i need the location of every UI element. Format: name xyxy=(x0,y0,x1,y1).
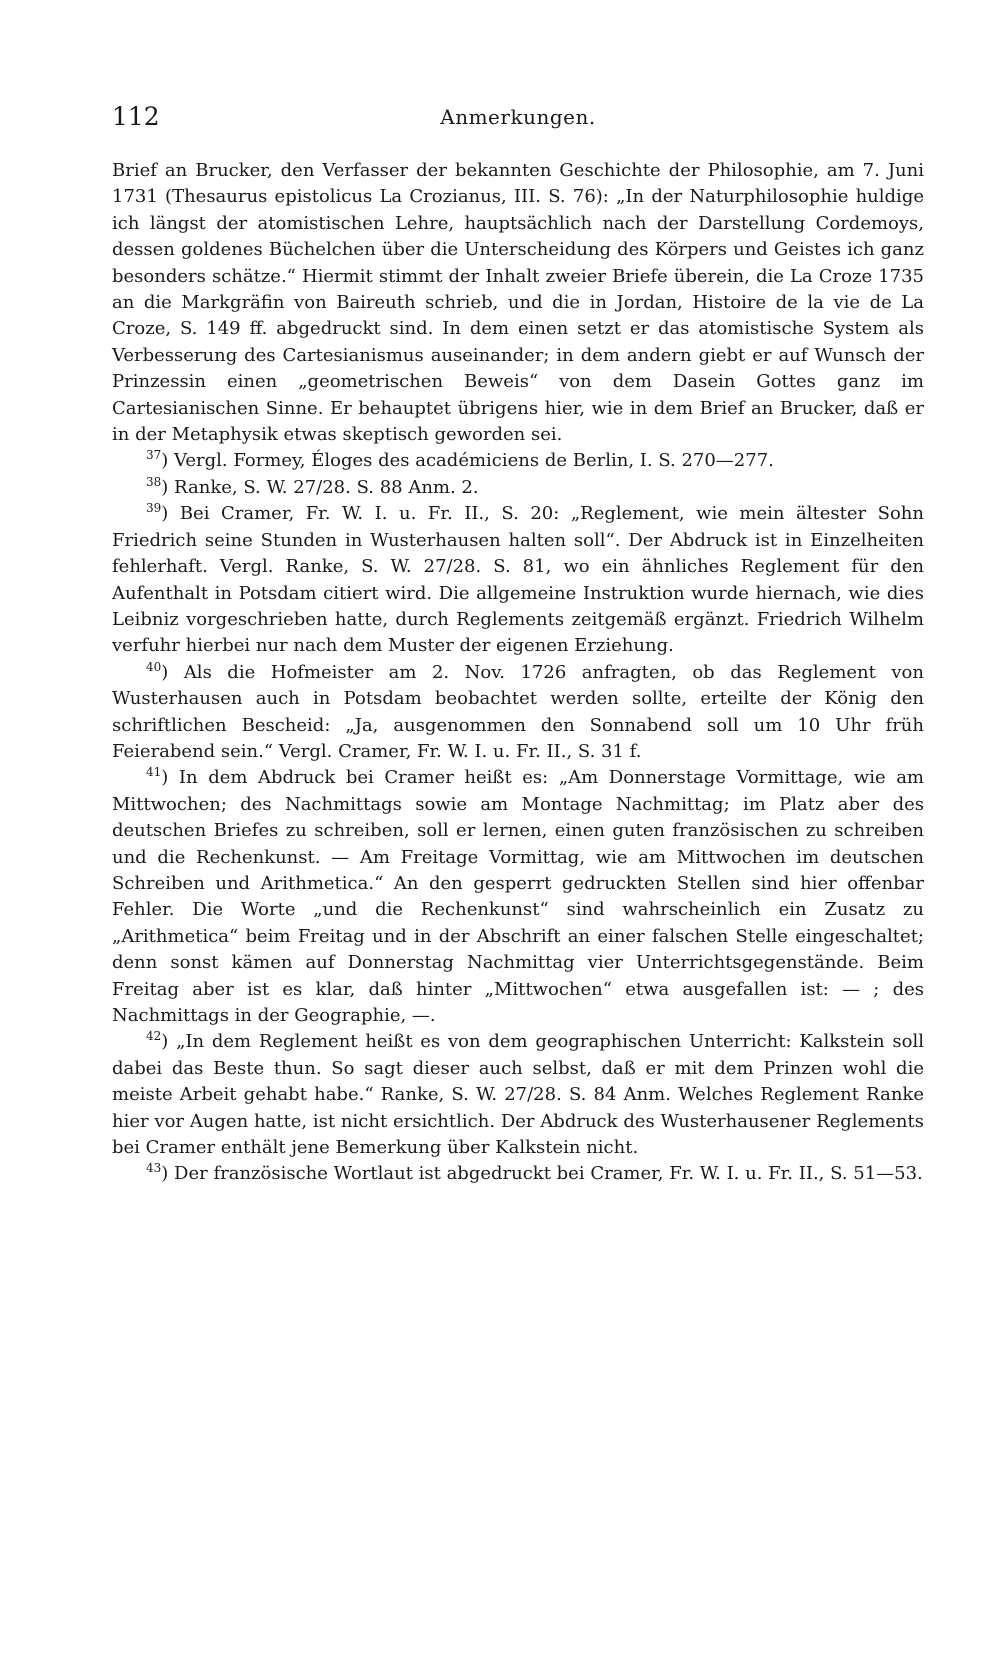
footnote-text: „In dem Reglement heißt es von dem geographischen Unterricht: Kalkstein soll dabei das Beste thun. So sagt dieser auch selbst, daß er mit dem Prinzen wohl die meiste Arbeit gehabt habe.“ Ranke, S. W. 27/28. S. 84 Anm. Welches Reglement Ranke hier vor Augen hatte, ist nicht ersichtlich. Der Abdruck des Wusterhausener Reglements bei Cramer enthält jene Bemerkung über Kalkstein nicht. xyxy=(112,1031,924,1159)
footnote-number: 37 xyxy=(146,448,162,463)
footnote-43: $^{43}$) Der französische Wortlaut ist abgedruckt bei Cramer, Fr. W. I. u. Fr. II., S. 51—53. xyxy=(146,1161,923,1185)
footnote-text: Vergl. Formey, Éloges des académiciens de Berlin, I. S. 270—277. xyxy=(174,450,774,472)
footnote-37: $^{37}$) Vergl. Formey, Éloges des académiciens de Berlin, I. S. 270—277. xyxy=(146,448,774,472)
footnote-number: 38 xyxy=(146,474,162,489)
footnote-text: Der französische Wortlaut ist abgedruckt bei Cramer, Fr. W. I. u. Fr. II., S. 51—53. xyxy=(174,1163,923,1185)
running-head: Anmerkungen. xyxy=(440,105,596,129)
page-header xyxy=(112,100,924,134)
footnote-41: $^{41}$) In dem Abdruck bei Cramer heißt es: „Am Donnerstage Vormittage, wie am Mittwochen; des Nachmittags sowie am Montage Nachmittag; im Platz aber des deutschen Briefes zu schreiben, soll er lernen, einen guten französischen zu schreiben und die Rechenkunst. — Am Freitage Vormittag, wie am Mittwochen im deutschen Schreiben und Arithmetica.“ An den gesperrt gedruckten Stellen sind hier offenbar Fehler. Die Worte „und die Rechenkunst“ sind wahrscheinlich ein Zusatz zu „Arithmetica“ beim Freitag und in der Abschrift an einer falschen Stelle eingeschaltet; denn sonst kämen auf Donnerstag Nachmittag vier Unterrichtsgegenstände. Beim Freitag aber ist es klar, daß hinter „Mittwochen“ etwa ausgefallen ist: — ; des Nachmittags in der Geographie, —. xyxy=(112,765,924,1026)
page-number: 112 xyxy=(112,102,160,131)
footnote-text: Bei Cramer, Fr. W. I. u. Fr. II., S. 20: „Reglement, wie mein ältester Sohn Friedrich seine Stunden in Wusterhausen halten soll“. Der Abdruck ist in Einzelheiten fehlerhaft. Vergl. Ranke, S. W. 27/28. S. 81, wo ein ähnliches Reglement für den Aufenthalt in Potsdam citiert wird. Die allgemeine Instruktion wurde hiernach, wie dies Leibniz vorgeschrieben hatte, durch Reglements zeitgemäß ergänzt. Friedrich Wilhelm verfuhr hierbei nur nach dem Muster der eigenen Erziehung. xyxy=(112,503,924,657)
footnote-text: Als die Hofmeister am 2. Nov. 1726 anfragten, ob das Reglement von Wusterhausen auch in Potsdam beobachtet werden sollte, erteilte der König den schriftlichen Bescheid: „Ja, ausgenommen den Sonnabend soll um 10 Uhr früh Feierabend sein.“ Vergl. Cramer, Fr. W. I. u. Fr. II., S. 31 f. xyxy=(112,661,924,762)
footnote-number: 39 xyxy=(146,501,162,516)
footnote-number: 40 xyxy=(146,659,162,674)
footnote-40: $^{40}$) Als die Hofmeister am 2. Nov. 1726 anfragten, ob das Reglement von Wusterhausen auch in Potsdam beobachtet werden sollte, erteilte der König den schriftlichen Bescheid: „Ja, ausgenommen den Sonnabend soll um 10 Uhr früh Feierabend sein.“ Vergl. Cramer, Fr. W. I. u. Fr. II., S. 31 f. xyxy=(112,659,924,762)
footnote-number: 42 xyxy=(146,1029,162,1044)
footnote-38: $^{38}$) Ranke, S. W. 27/28. S. 88 Anm. 2. xyxy=(146,474,479,498)
footnote-number: 43 xyxy=(146,1161,162,1176)
page-body xyxy=(112,158,924,1188)
footnote-42: $^{42}$) „In dem Reglement heißt es von dem geographischen Unterricht: Kalkstein soll dabei das Beste thun. So sagt dieser auch selbst, daß er mit dem Prinzen wohl die meiste Arbeit gehabt habe.“ Ranke, S. W. 27/28. S. 84 Anm. Welches Reglement Ranke hier vor Augen hatte, ist nicht ersichtlich. Der Abdruck des Wusterhausener Reglements bei Cramer enthält jene Bemerkung über Kalkstein nicht. xyxy=(112,1029,924,1159)
continuation-paragraph: Brief an Brucker, den Verfasser der bekannten Geschichte der Philosophie, am 7. Juni 1731 (Thesaurus epistolicus La Crozianus, III. S. 76): „In der Naturphilosophie huldige ich längst der atomistischen Lehre, hauptsächlich nach der Darstellung Cordemoys, dessen goldenes Büchelchen über die Unterscheidung des Körpers und Geistes ich ganz besonders schätze.“ Hiermit stimmt der Inhalt zweier Briefe überein, die La Croze 1735 an die Markgräfin von Baireuth schrieb, und die in Jordan, Histoire de la vie de La Croze, S. 149 ff. abgedruckt sind. In dem einen setzt er das atomistische System als Verbesserung des Cartesianismus auseinander; in dem andern giebt er auf Wunsch der Prinzessin einen „geometrischen Beweis“ von dem Dasein Gottes ganz im Cartesianischen Sinne. Er behauptet übrigens hier, wie in dem Brief an Brucker, daß er in der Metaphysik etwas skeptisch geworden sei. xyxy=(112,160,924,446)
footnote-39: $^{39}$) Bei Cramer, Fr. W. I. u. Fr. II., S. 20: „Reglement, wie mein ältester Sohn Friedrich seine Stunden in Wusterhausen halten soll“. Der Abdruck ist in Einzelheiten fehlerhaft. Vergl. Ranke, S. W. 27/28. S. 81, wo ein ähnliches Reglement für den Aufenthalt in Potsdam citiert wird. Die allgemeine Instruktion wurde hiernach, wie dies Leibniz vorgeschrieben hatte, durch Reglements zeitgemäß ergänzt. Friedrich Wilhelm verfuhr hierbei nur nach dem Muster der eigenen Erziehung. xyxy=(112,501,924,657)
footnote-text: Ranke, S. W. 27/28. S. 88 Anm. 2. xyxy=(174,476,479,498)
footnote-number: 41 xyxy=(146,765,162,780)
footnote-text: In dem Abdruck bei Cramer heißt es: „Am Donnerstage Vormittage, wie am Mittwochen; des Nachmittags sowie am Montage Nachmittag; im Platz aber des deutschen Briefes zu schreiben, soll er lernen, einen guten französischen zu schreiben und die Rechenkunst. — Am Freitage Vormittag, wie am Mittwochen im deutschen Schreiben und Arithmetica.“ An den gesperrt gedruckten Stellen sind hier offenbar Fehler. Die Worte „und die Rechenkunst“ sind wahrscheinlich ein Zusatz zu „Arithmetica“ beim Freitag und in der Abschrift an einer falschen Stelle eingeschaltet; denn sonst kämen auf Donnerstag Nachmittag vier Unterrichtsgegenstände. Beim Freitag aber ist es klar, daß hinter „Mittwochen“ etwa ausgefallen ist: — ; des Nachmittags in der Geographie, —. xyxy=(112,767,924,1026)
